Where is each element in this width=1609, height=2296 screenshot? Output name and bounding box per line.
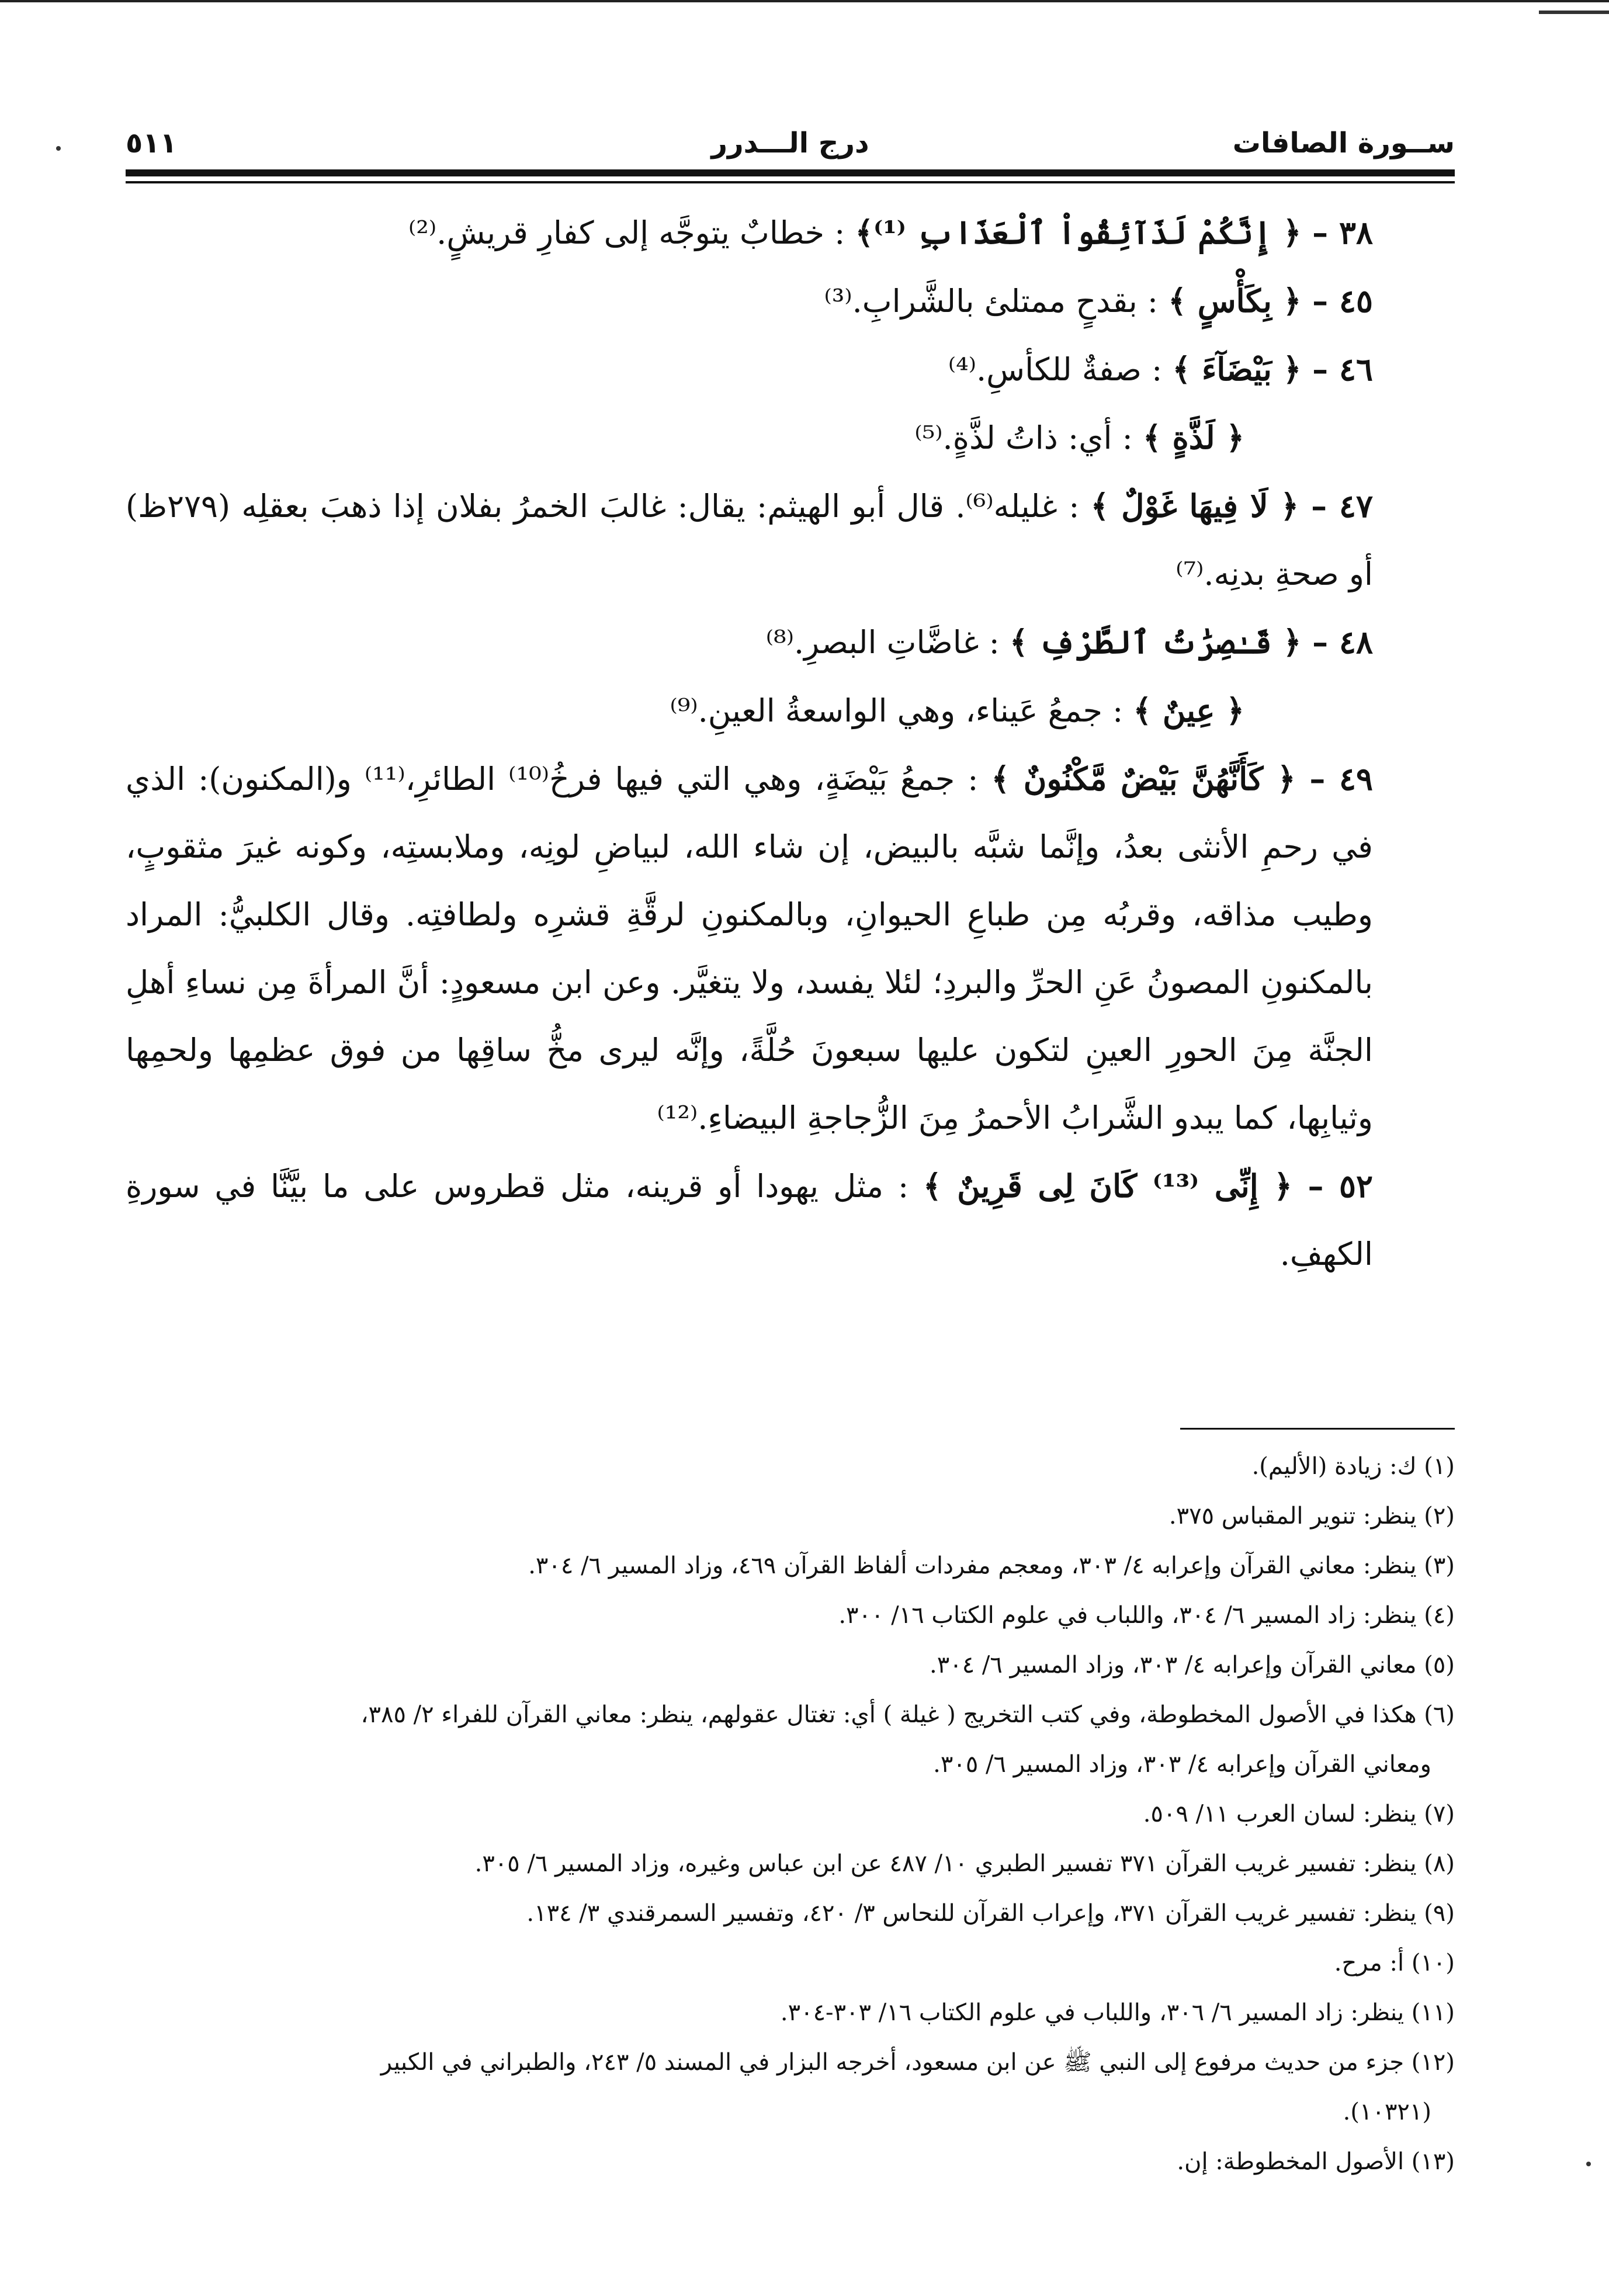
verse-entry [126, 199, 1455, 267]
commentary: : خطابٌ يتوجَّه إلى كفارِ قريشٍ.⁽²⁾ [408, 214, 855, 251]
running-header [126, 120, 1455, 167]
quran-verse: ٣٨ – ﴿ إِنَّكُمْ لَذَآئِقُواْ ٱلْعَذَابِ ⁽¹⁾﴾ [855, 214, 1373, 251]
verse-entry [126, 267, 1455, 335]
quran-verse: ٤٧ – ﴿ لَا فِيهَا غَوْلٌ ﴾ [1090, 487, 1373, 525]
verse-entry [126, 608, 1455, 677]
commentary: : غاضَّاتِ البصرِ.⁽⁸⁾ [765, 624, 1010, 661]
verse-entry [126, 335, 1455, 404]
scan-speck [1586, 2162, 1591, 2166]
commentary: : مثل يهودا أو قرينه، مثل قطروس على ما بيَّنَّا في سورةِ الكهفِ. [126, 1168, 1373, 1272]
quran-verse: ﴿ لَذَّةٍ ﴾ [1143, 419, 1244, 456]
commentary: : جمعُ عَيناء، وهي الواسعةُ العينِ.⁽⁹⁾ [670, 692, 1133, 729]
header-rule-thin [126, 181, 1455, 183]
verse-entry [126, 1152, 1455, 1288]
footnote: (١٠) أ: مرح. [1334, 1950, 1455, 1976]
surah-title: ســورة الصافات [1232, 127, 1455, 159]
verse-entry [126, 472, 1455, 608]
quran-verse: ﴿ عِينٌ ﴾ [1133, 692, 1244, 729]
footnote: (١٢) جزء من حديث مرفوع إلى النبي ﷺ عن ابن مسعود، أخرجه البزار في المسند ٥/ ٢٤٣، والطبراني في الكبير [380, 2049, 1455, 2076]
quran-verse: ٤٦ – ﴿ بَيْضَآءَ ﴾ [1172, 351, 1373, 388]
commentary: : جمعُ بَيْضَةٍ، وهي التي فيها فرخُ⁽¹⁰⁾ الطائرِ،⁽¹¹⁾ و(المكنون): الذي في رحمِ الأنثى بعدُ، وإنَّما شبَّه بالبيض، إن شاء الله، لبياضِ لونِه، وملابستِه، وكونه غيرَ مثقوبٍ، وطيب مذاقه، وقربُه مِن طباعِ الحيوانِ، وبالمكنونِ لرقَّةِ قشرِه ولطافتِه. وقال الكلبيُّ: المراد بالمكنونِ المصونُ عَنِ الحرِّ والبردِ؛ لئلا يفسد، ولا يتغيَّر. وعن ابن مسعودٍ: أنَّ المرأةَ مِن نساءِ أهلِ الجنَّة مِنَ الحورِ العينِ لتكون عليها سبعونَ حُلَّةً، وإنَّه ليرى مخُّ ساقِها من فوق عظمِها ولحمِها وثيابِها، كما يبدو الشَّرابُ الأحمرُ مِنَ الزُّجاجةِ البيضاءِ.⁽¹²⁾ [126, 761, 1373, 1136]
quran-verse: ٤٥ – ﴿ بِكَأْسٍ ﴾ [1168, 282, 1373, 320]
scan-speck [56, 146, 61, 151]
footnote-continuation: (١٠٣٢١). [1343, 2099, 1431, 2125]
footnote: (٩) ينظر: تفسير غريب القرآن ٣٧١، وإعراب القرآن للنحاس ٣/ ٤٢٠، وتفسير السمرقندي ٣/ ١٣٤. [526, 1900, 1455, 1927]
footnote: (٥) معاني القرآن وإعرابه ٤/ ٣٠٣، وزاد المسير ٦/ ٣٠٤. [930, 1652, 1455, 1678]
quran-verse: ٤٩ – ﴿ كَأَنَّهُنَّ بَيْضٌ مَّكْنُونٌ ﴾ [991, 760, 1373, 797]
footnote: (٧) ينظر: لسان العرب ١١/ ٥٠٩. [1143, 1801, 1455, 1827]
verse-entry [126, 745, 1455, 1152]
page-number: ٥١١ [126, 127, 177, 159]
footnote: (٨) ينظر: تفسير غريب القرآن ٣٧١ تفسير الطبري ١٠/ ٤٨٧ عن ابن عباس وغيره، وزاد المسير ٦/ ٣٠٥. [474, 1850, 1455, 1877]
scan-corner-mark [1539, 11, 1609, 14]
quran-verse: ٤٨ – ﴿ قَـٰصِرَٰتُ ٱلطَّرْفِ ﴾ [1010, 623, 1373, 661]
footnote: (٢) ينظر: تنوير المقباس ٣٧٥. [1168, 1503, 1455, 1529]
quran-verse: ٥٢ – ﴿ إِنِّى ⁽¹³⁾ كَانَ لِى قَرِينٌ ﴾ [923, 1167, 1373, 1205]
scan-top-edge [0, 0, 1609, 2]
footnote-separator [1180, 1428, 1455, 1430]
header-rule-thick [126, 169, 1455, 176]
commentary: : غليله⁽⁶⁾. قال أبو الهيثم: يقال: غالبَ الخمرُ بفلان إذا ذهبَ بعقلِه (٢٧٩ظ) أو صحةِ بدنِه.⁽⁷⁾ [126, 488, 1373, 592]
book-title: درج الـــدرر [711, 127, 869, 159]
commentary: : صفةٌ للكأسِ.⁽⁴⁾ [948, 351, 1173, 388]
footnote: (١١) ينظر: زاد المسير ٦/ ٣٠٦، واللباب في علوم الكتاب ١٦/ ٣٠٣-٣٠٤. [780, 1999, 1455, 2026]
footnote: (٣) ينظر: معاني القرآن وإعرابه ٤/ ٣٠٣، ومعجم مفردات ألفاظ القرآن ٤٦٩، وزاد المسير ٦/ ٣٠٤. [528, 1552, 1455, 1579]
verse-entry [126, 404, 1455, 472]
footnotes [126, 1442, 1455, 2187]
footnote: (١) ك: زيادة (الأليم). [1251, 1453, 1455, 1480]
commentary: : أي: ذاتُ لذَّةٍ.⁽⁵⁾ [914, 419, 1143, 456]
footnote-continuation: ومعاني القرآن وإعرابه ٤/ ٣٠٣، وزاد المسير ٦/ ٣٠٥. [933, 1751, 1431, 1778]
main-text [126, 199, 1455, 1288]
commentary: : بقدحٍ ممتلئ بالشَّرابِ.⁽³⁾ [824, 283, 1168, 320]
footnote: (١٣) الأصول المخطوطة: إن. [1177, 2148, 1455, 2175]
verse-entry [126, 677, 1455, 745]
footnote: (٤) ينظر: زاد المسير ٦/ ٣٠٤، واللباب في علوم الكتاب ١٦/ ٣٠٠. [838, 1602, 1455, 1629]
footnote: (٦) هكذا في الأصول المخطوطة، وفي كتب التخريج ( غيلة ) أي: تغتال عقولهم، ينظر: معاني القرآن للفراء ٢/ ٣٨٥، [360, 1701, 1455, 1728]
